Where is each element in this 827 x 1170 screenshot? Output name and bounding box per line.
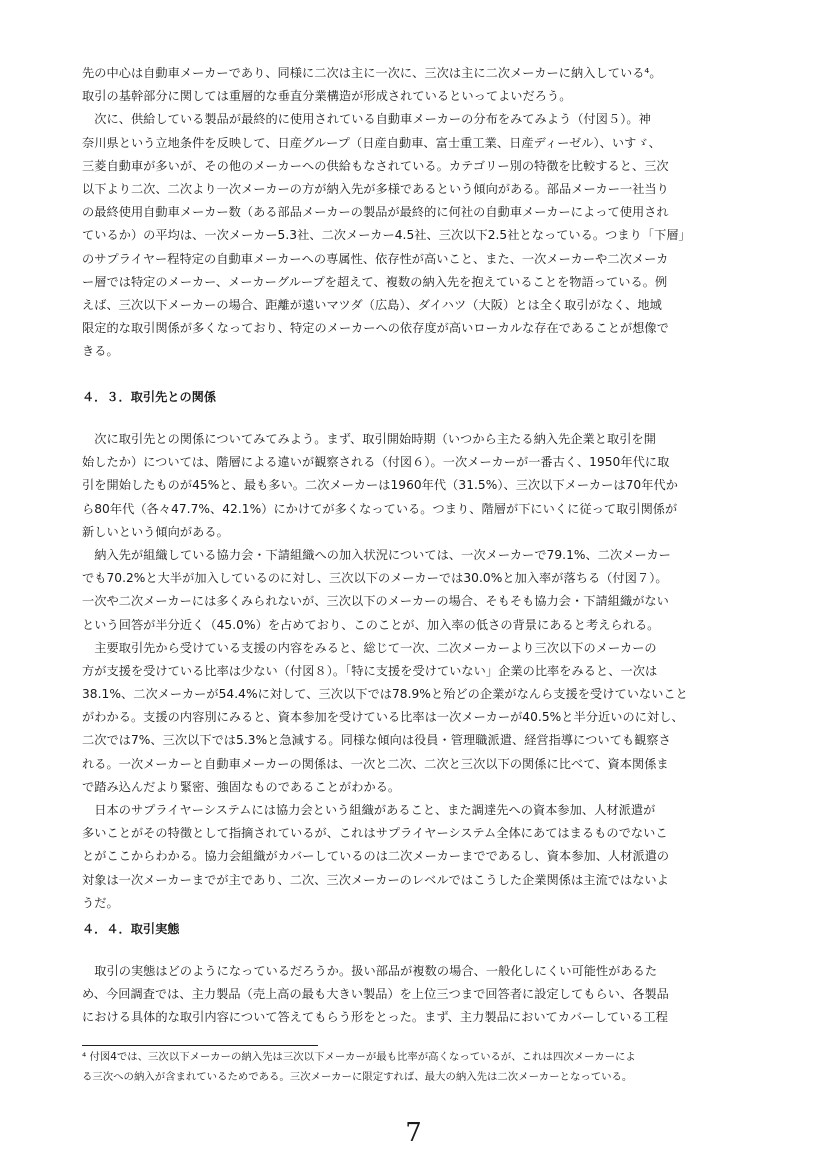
text-line: における具体的な取引内容について答えてもらう形をとった。まず、主力製品においてカバーしている工程 bbox=[82, 1010, 668, 1025]
text-line: 多いことがその特徴として指摘されているが、これはサプライヤーシステム全体にあてはまるものでないこ bbox=[82, 826, 668, 841]
text-line: 対象は一次メーカーまでが主であり、二次、三次メーカーのレベルではこうした企業関係は主流ではないよ bbox=[82, 872, 669, 887]
text-line: 先の中心は自動車メーカーであり、同様に二次は主に一次に、三次は主に二次メーカーに納入している⁴。 bbox=[82, 66, 662, 80]
footnote-line: る三次への納入が含まれているためである。三次メーカーに限定すれば、最大の納入先は二次メーカーとなっている。 bbox=[82, 1071, 633, 1083]
text-line: の最終使用自動車メーカー数（ある部品メーカーの製品が最終的に何社の自動車メーカーによって使用され bbox=[82, 205, 669, 220]
text-line: でも70.2%と大半が加入しているのに対し、三次以下のメーカーでは30.0%と加入率が落ちる（付図７）。 bbox=[82, 571, 668, 586]
text-line: 新しいという傾向がある。 bbox=[82, 524, 229, 539]
paragraph-block-2 bbox=[82, 428, 750, 915]
page-number: 7 bbox=[405, 1118, 422, 1148]
text-line: で踏み込んだより緊密、強固なものであることがわかる。 bbox=[82, 779, 401, 794]
text-line: 始したか）については、階層による違いが観察される（付図６）。一次メーカーが一番古く、1950年代に取 bbox=[82, 455, 670, 470]
text-line: 主要取引先から受けている支援の内容をみると、総じて一次、二次メーカーより三次以下のメーカーの bbox=[82, 640, 657, 655]
text-line: 三菱自動車が多いが、その他のメーカーへの供給もなされている。カテゴリー別の特徴を比較すると、三次 bbox=[82, 158, 669, 173]
text-line: ー層では特定のメーカー、メーカーグループを超えて、複数の納入先を抱えていることを物語っている。例 bbox=[82, 274, 668, 289]
text-line: がわかる。支援の内容別にみると、資本参加を受けている比率は一次メーカーが40.5%と半分近いのに対し、 bbox=[82, 710, 684, 725]
footnote-divider bbox=[82, 1045, 318, 1046]
section-heading-4-4: ４．４．取引実態 bbox=[82, 922, 180, 936]
footnote bbox=[82, 1047, 762, 1087]
text-line: 以下より二次、二次より一次メーカーの方が納入先が多様であるという傾向がある。部品メーカー一社当り bbox=[82, 181, 669, 196]
paragraph-block-3 bbox=[82, 960, 750, 1030]
text-line: ら80年代（各々47.7%、42.1%）にかけてが多くなっている。つまり、階層が下にいくに従って取引関係が bbox=[82, 501, 678, 516]
text-line: えば、三次以下メーカーの場合、距離が遠いマツダ（広島）、ダイハツ（大阪）とは全く取引がなく、地域 bbox=[82, 297, 662, 312]
text-line: とがここからわかる。協力会組織がカバーしているのは二次メーカーまでであるし、資本参加、人材派遣の bbox=[82, 849, 670, 864]
text-line: という回答が半分近く（45.0%）を占めており、このことが、加入率の低さの背景にあると考えられる。 bbox=[82, 617, 660, 632]
paragraph-block-1 bbox=[82, 62, 750, 363]
text-line: 次に、供給している製品が最終的に使用されている自動車メーカーの分布をみてみよう（付図５）。神 bbox=[82, 112, 651, 127]
text-line: 日本のサプライヤーシステムには協力会という組織があること、また調達先への資本参加、人材派遣が bbox=[82, 803, 656, 817]
text-line: め、今回調査では、主力製品（売上高の最も大きい製品）を上位三つまで回答者に設定してもらい、各製品 bbox=[82, 987, 669, 1002]
section-heading-4-3: ４．３．取引先との関係 bbox=[82, 390, 217, 404]
text-line: うだ。 bbox=[82, 895, 119, 910]
text-line: 納入先が組織している協力会・下請組織への加入状況については、一次メーカーで79.1%、二次メーカー bbox=[82, 547, 671, 562]
text-line: 次に取引先との関係についてみてみよう。まず、取引開始時期（いつから主たる納入先企業と取引を開 bbox=[82, 432, 656, 446]
text-line: れる。一次メーカーと自動車メーカーの関係は、一次と二次、二次と三次以下の関係に比べて、資本関係ま bbox=[82, 756, 669, 771]
footnote-line: ⁴ 付図4では、三次以下メーカーの納入先は三次以下メーカーが最も比率が高くなっているが、これは四次メーカーによ bbox=[82, 1051, 636, 1063]
text-line: 限定的な取引関係が多くなっており、特定のメーカーへの依存度が高いローカルな存在であることが想像で bbox=[82, 321, 669, 336]
text-line: のサプライヤー程特定の自動車メーカーへの専属性、依存性が高いこと、また、一次メーカーや二次メーカ bbox=[82, 251, 669, 266]
text-line: 方が支援を受けている比率は少ない（付図８）。「特に支援を受けていない」企業の比率をみると、一次は bbox=[82, 663, 658, 678]
text-line: 一次や二次メーカーには多くみられないが、三次以下のメーカーの場合、そもそも協力会・下請組織がない bbox=[82, 594, 669, 609]
text-line: ているか）の平均は、一次メーカー5.3社、二次メーカー4.5社、三次以下2.5社となっている。つまり「下層」 bbox=[82, 228, 691, 243]
text-line: 奈川県という立地条件を反映して、日産グループ（日産自動車、富士重工業、日産ディーゼル）、いすゞ、 bbox=[82, 135, 661, 150]
text-line: 取引の実態はどのようになっているだろうか。扱い部品が複数の場合、一般化しにくい可能性があるた bbox=[82, 964, 658, 978]
text-line: 引を開始したものが45%と、最も多い。二次メーカーは1960年代（31.5%）、三次以下メーカーは70年代か bbox=[82, 478, 678, 493]
text-line: きる。 bbox=[82, 344, 119, 359]
text-line: 取引の基幹部分に関しては重層的な垂直分業構造が形成されているといってよいだろう。 bbox=[82, 89, 572, 104]
text-line: 38.1%、二次メーカーが54.4%に対して、三次以下では78.9%と殆どの企業がなんら支援を受けていないこと bbox=[82, 687, 688, 702]
text-line: 二次では7%、三次以下では5.3%と急減する。同様な傾向は役員・管理職派遣、経営指導についても観察さ bbox=[82, 733, 671, 748]
